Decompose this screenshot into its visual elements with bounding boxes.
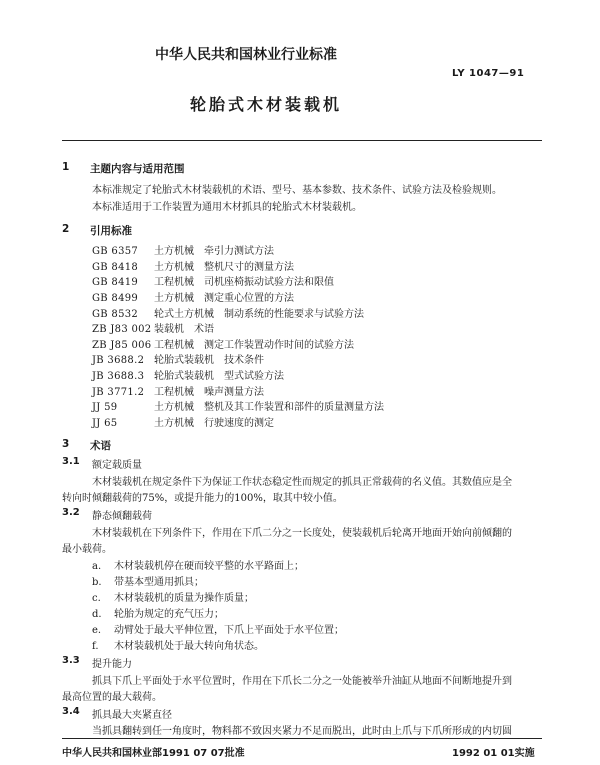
subsection-3-1-line-1: 木材装载机在规定条件下为保证工作状态稳定性而规定的抓具正常载荷的名义值。其数值应是全 — [92, 477, 512, 488]
condition-letter: e. — [92, 625, 102, 636]
condition-text: 木材装载机的质量为操作质量； — [114, 593, 254, 604]
reference-code: GB 6357 — [92, 246, 139, 257]
section-1-para-1: 本标准规定了轮胎式木材装载机的术语、型号、基本参数、技术条件、试验方法及检验规则。 — [92, 185, 502, 196]
reference-code: ZB J83 002 — [92, 324, 152, 335]
reference-item — [92, 367, 284, 382]
condition-letter: b. — [92, 577, 102, 588]
reference-title: 土方机械 整机及其工作装置和部件的质量测量方法 — [154, 402, 384, 413]
subsection-3-2-number: 3.2 — [62, 507, 80, 518]
reference-item — [92, 289, 294, 304]
reference-item — [92, 398, 384, 413]
subsection-3-3-heading: 提升能力 — [92, 659, 132, 670]
reference-title: 轮式土方机械 制动系统的性能要求与试验方法 — [154, 309, 364, 320]
section-3-number: 3 — [62, 438, 70, 450]
subsection-3-4-line-1: 当抓具翻转到任一角度时，物料都不致因夹紧力不足而脱出，此时由上爪与下爪所形成的内切圆 — [92, 726, 512, 737]
reference-code: GB 8499 — [92, 293, 139, 304]
reference-item — [92, 258, 294, 273]
implementation-date: 1992 01 01实施 — [452, 748, 535, 759]
reference-item — [92, 320, 214, 335]
condition-letter: d. — [92, 609, 102, 620]
reference-item — [92, 305, 364, 320]
condition-letter: c. — [92, 593, 101, 604]
condition-item — [92, 621, 344, 636]
reference-title: 装载机 术语 — [154, 324, 214, 335]
section-2-heading: 引用标准 — [90, 225, 132, 237]
subsection-3-2-line-1: 木材装载机在下列条件下，作用在下爪二分之一长度处，使装载机后轮离开地面开始向前倾翻的 — [92, 528, 512, 539]
subsection-3-1-heading: 额定载质量 — [92, 460, 142, 471]
reference-code: JB 3688.3 — [92, 371, 145, 382]
reference-code: GB 8418 — [92, 262, 139, 273]
section-1-number: 1 — [62, 161, 70, 173]
reference-title: 工程机械 测定工作装置动作时间的试验方法 — [154, 340, 354, 351]
condition-text: 轮胎为规定的充气压力； — [114, 609, 224, 620]
section-1-heading: 主题内容与适用范围 — [90, 163, 185, 175]
subsection-3-4-number: 3.4 — [62, 706, 80, 717]
reference-title: 工程机械 司机座椅振动试验方法和限值 — [154, 277, 334, 288]
reference-code: ZB J85 006 — [92, 340, 152, 351]
reference-item — [92, 351, 264, 366]
reference-title: 工程机械 噪声测量方法 — [154, 387, 264, 398]
subsection-3-1-number: 3.1 — [62, 456, 80, 467]
subsection-3-2-line-2: 最小载荷。 — [62, 544, 112, 555]
reference-code: JJ 65 — [92, 418, 118, 429]
condition-item — [92, 573, 204, 588]
section-3-heading: 术语 — [90, 440, 111, 452]
reference-title: 土方机械 整机尺寸的测量方法 — [154, 262, 294, 273]
reference-code: GB 8419 — [92, 277, 139, 288]
condition-item — [92, 557, 304, 572]
footer-divider — [62, 738, 542, 739]
reference-item — [92, 383, 264, 398]
reference-item — [92, 273, 334, 288]
subsection-3-3-number: 3.3 — [62, 655, 80, 666]
reference-title: 土方机械 测定重心位置的方法 — [154, 293, 294, 304]
reference-title: 轮胎式装载机 技术条件 — [154, 355, 264, 366]
subsection-3-3-line-1: 抓具下爪上平面处于水平位置时，作用在下爪长二分之一处能被举升油缸从地面不间断地提升到 — [92, 676, 512, 687]
reference-code: JB 3688.2 — [92, 355, 145, 366]
condition-text: 木材装载机处于最大转向角状态。 — [114, 641, 264, 652]
condition-text: 木材装载机停在硬而较平整的水平路面上； — [114, 561, 304, 572]
reference-item — [92, 414, 274, 429]
condition-text: 带基本型通用抓具； — [114, 577, 204, 588]
standard-number: LY 1047—91 — [452, 68, 525, 79]
section-2-number: 2 — [62, 223, 70, 235]
title-divider — [62, 140, 542, 141]
condition-item — [92, 637, 264, 652]
reference-code: JJ 59 — [92, 402, 118, 413]
subsection-3-3-line-2: 最高位置的最大载荷。 — [62, 692, 162, 703]
subsection-3-4-heading: 抓具最大夹紧直径 — [92, 710, 172, 721]
page-title: 轮胎式木材装载机 — [190, 95, 343, 114]
reference-code: GB 8532 — [92, 309, 139, 320]
condition-item — [92, 589, 254, 604]
reference-title: 土方机械 牵引力测试方法 — [154, 246, 274, 257]
reference-item — [92, 242, 274, 257]
approval-note: 中华人民共和国林业部1991 07 07批准 — [62, 748, 245, 759]
condition-letter: a. — [92, 561, 102, 572]
condition-item — [92, 605, 224, 620]
subsection-3-1-line-2: 转向时倾翻载荷的75%，或提升能力的100%，取其中较小值。 — [62, 493, 343, 504]
reference-code: JB 3771.2 — [92, 387, 145, 398]
reference-item — [92, 336, 354, 351]
section-1-para-2: 本标准适用于工作装置为通用木材抓具的轮胎式木材装载机。 — [92, 202, 362, 213]
reference-title: 轮胎式装载机 型式试验方法 — [154, 371, 284, 382]
condition-text: 动臂处于最大平伸位置，下爪上平面处于水平位置； — [114, 625, 344, 636]
condition-letter: f. — [92, 641, 99, 652]
reference-title: 土方机械 行驶速度的测定 — [154, 418, 274, 429]
issuer-heading: 中华人民共和国林业行业标准 — [155, 47, 337, 63]
subsection-3-2-heading: 静态倾翻载荷 — [92, 511, 152, 522]
